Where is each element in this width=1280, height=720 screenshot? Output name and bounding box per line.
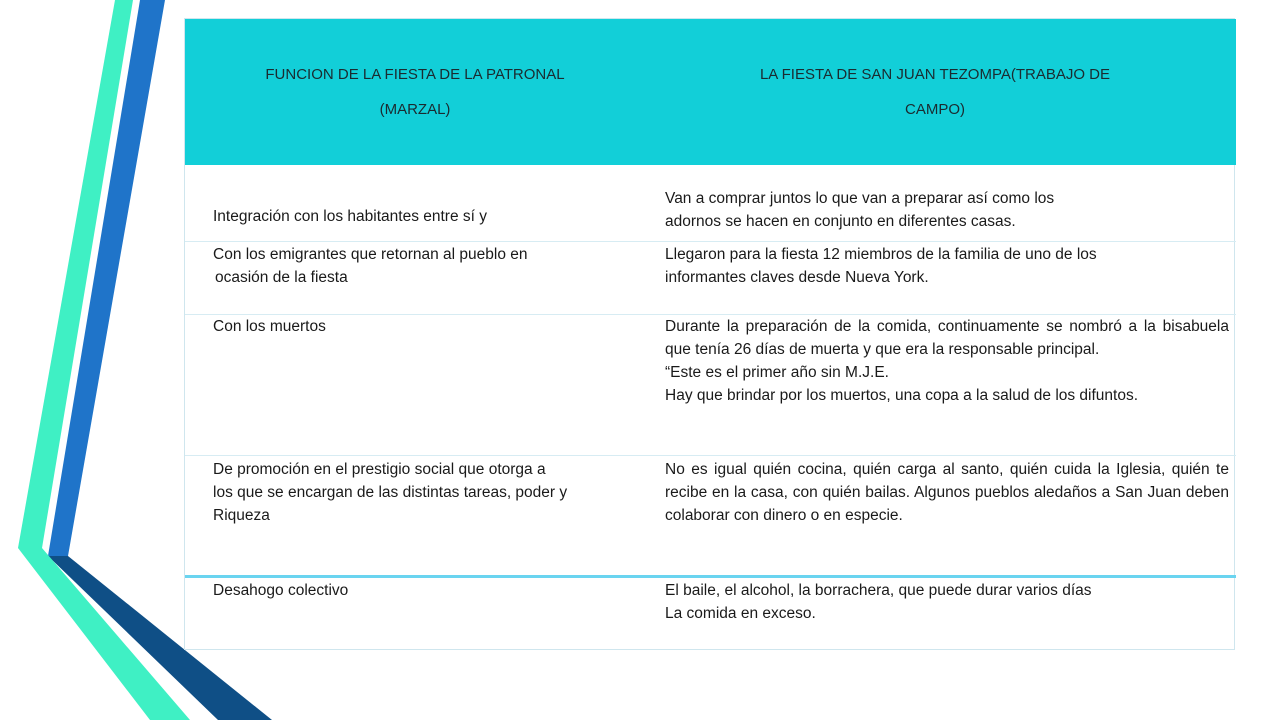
row1-function bbox=[213, 205, 643, 228]
row5-function bbox=[213, 579, 643, 602]
row1-left-line1: Integración con los habitantes entre sí y bbox=[213, 208, 487, 225]
header-col2-line1: LA FIESTA DE SAN JUAN TEZOMPA(TRABAJO DE bbox=[759, 66, 1111, 83]
header-col1-line2: (MARZAL) bbox=[379, 101, 451, 118]
table-row bbox=[185, 579, 1236, 649]
row3-right-para1: Durante la preparación de la comida, continuamente se nombró a la bisabuela que tenía 26 días de muerta y que era la responsable principal. bbox=[665, 318, 1229, 358]
row3-description bbox=[665, 315, 1229, 407]
table-row bbox=[185, 456, 1236, 574]
row1-right-line1: Van a comprar juntos lo que van a preparar así como los bbox=[665, 190, 1055, 207]
table-row bbox=[185, 165, 1236, 241]
row3-function bbox=[213, 315, 643, 338]
row1-right-line2: adornos se hacen en conjunto en diferentes casas. bbox=[665, 213, 1016, 230]
row4-left-line2: los que se encargan de las distintas tareas, poder y bbox=[213, 484, 568, 501]
row4-left-line1: De promoción en el prestigio social que otorga a bbox=[213, 461, 546, 478]
row3-right-para3: Hay que brindar por los muertos, una copa a la salud de los difuntos. bbox=[665, 387, 1139, 404]
header-col2-line2: CAMPO) bbox=[905, 101, 965, 118]
row2-right-line2: informantes claves desde Nueva York. bbox=[665, 269, 929, 286]
row4-left-line3: Riqueza bbox=[213, 507, 270, 524]
row3-left-line1: Con los muertos bbox=[213, 318, 326, 335]
row2-description bbox=[665, 243, 1229, 289]
row3-right-para2: “Este es el primer año sin M.J.E. bbox=[665, 364, 889, 381]
row2-function bbox=[213, 243, 643, 289]
row4-description bbox=[665, 458, 1229, 527]
table-row bbox=[185, 242, 1236, 314]
row2-left-line1: Con los emigrantes que retornan al pueblo en bbox=[213, 246, 528, 263]
row-divider-thick bbox=[185, 575, 1236, 578]
row2-right-line1: Llegaron para la fiesta 12 miembros de la familia de uno de los bbox=[665, 246, 1097, 263]
row1-description bbox=[665, 187, 1229, 233]
row4-function bbox=[213, 458, 643, 527]
row4-right-para1: No es igual quién cocina, quién carga al santo, quién cuida la Iglesia, quién te recibe en la casa, con quién bailas. Algunos pueblos aledaños a San Juan deben colaborar con dinero o en especie. bbox=[665, 461, 1229, 524]
row2-left-line2: ocasión de la fiesta bbox=[215, 269, 348, 286]
row5-description bbox=[665, 579, 1229, 625]
row5-right-line1: El baile, el alcohol, la borrachera, que puede durar varios días bbox=[665, 582, 1092, 599]
table-row bbox=[185, 315, 1236, 455]
comparison-table bbox=[184, 18, 1235, 650]
table-header bbox=[185, 19, 1236, 165]
header-col-fieldwork bbox=[655, 57, 1215, 127]
header-col1-line1: FUNCION DE LA FIESTA DE LA PATRONAL bbox=[265, 66, 565, 83]
row5-right-line2: La comida en exceso. bbox=[665, 605, 816, 622]
row5-left-line1: Desahogo colectivo bbox=[213, 582, 349, 599]
header-col-function bbox=[215, 57, 615, 127]
